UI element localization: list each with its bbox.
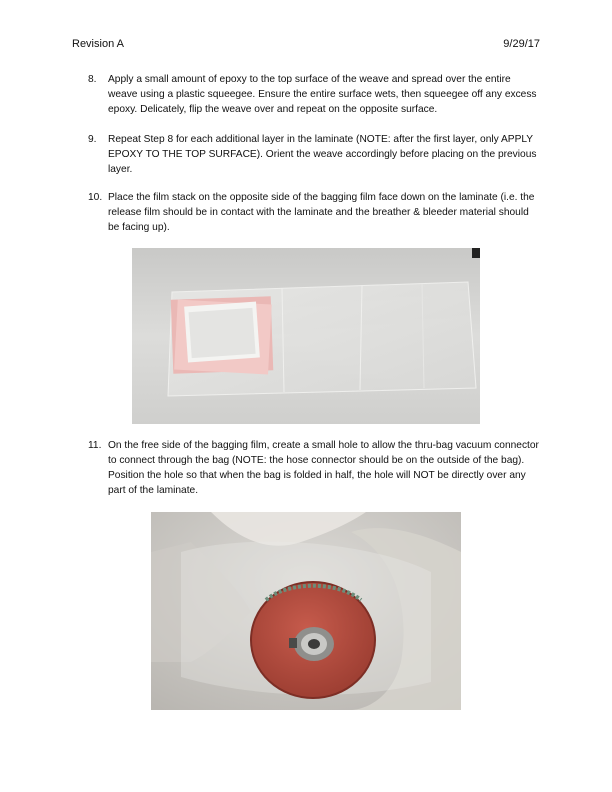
revision-label: Revision A xyxy=(72,38,124,50)
step-text: On the free side of the bagging film, create a small hole to allow the thru-bag vacuum connector to connect through the bag (NOTE: the hose connector should be on the outside of the bag). Position the hole so that when the bag is folded in half, the hole will NOT be directly over any part of the laminate. xyxy=(108,440,539,496)
document-date: 9/29/17 xyxy=(503,38,540,50)
step-text: Repeat Step 8 for each additional layer in the laminate (NOTE: after the first layer, only APPLY EPOXY TO THE TOP SURFACE). Orient the weave accordingly before placing on the previous layer. xyxy=(108,134,537,175)
step-text: Place the film stack on the opposite side of the bagging film face down on the laminate (i.e. the release film should be in contact with the laminate and the breather & bleeder material should be facing up). xyxy=(108,192,535,233)
film-stack-photo xyxy=(132,248,480,424)
step-number: 11. xyxy=(88,440,102,451)
step-number: 10. xyxy=(88,192,103,203)
step-11 xyxy=(88,438,540,498)
step-number: 9. xyxy=(88,134,97,145)
vacuum-connector-photo xyxy=(151,512,461,710)
step-8 xyxy=(88,72,540,117)
step-number: 8. xyxy=(88,74,97,85)
step-9 xyxy=(88,132,540,177)
step-10 xyxy=(88,190,540,235)
step-text: Apply a small amount of epoxy to the top surface of the weave and spread over the entire weave using a plastic squeegee. Ensure the entire surface wets, then squeegee off any excess epoxy. Delicately, flip the weave over and repeat on the opposite surface. xyxy=(108,74,537,115)
